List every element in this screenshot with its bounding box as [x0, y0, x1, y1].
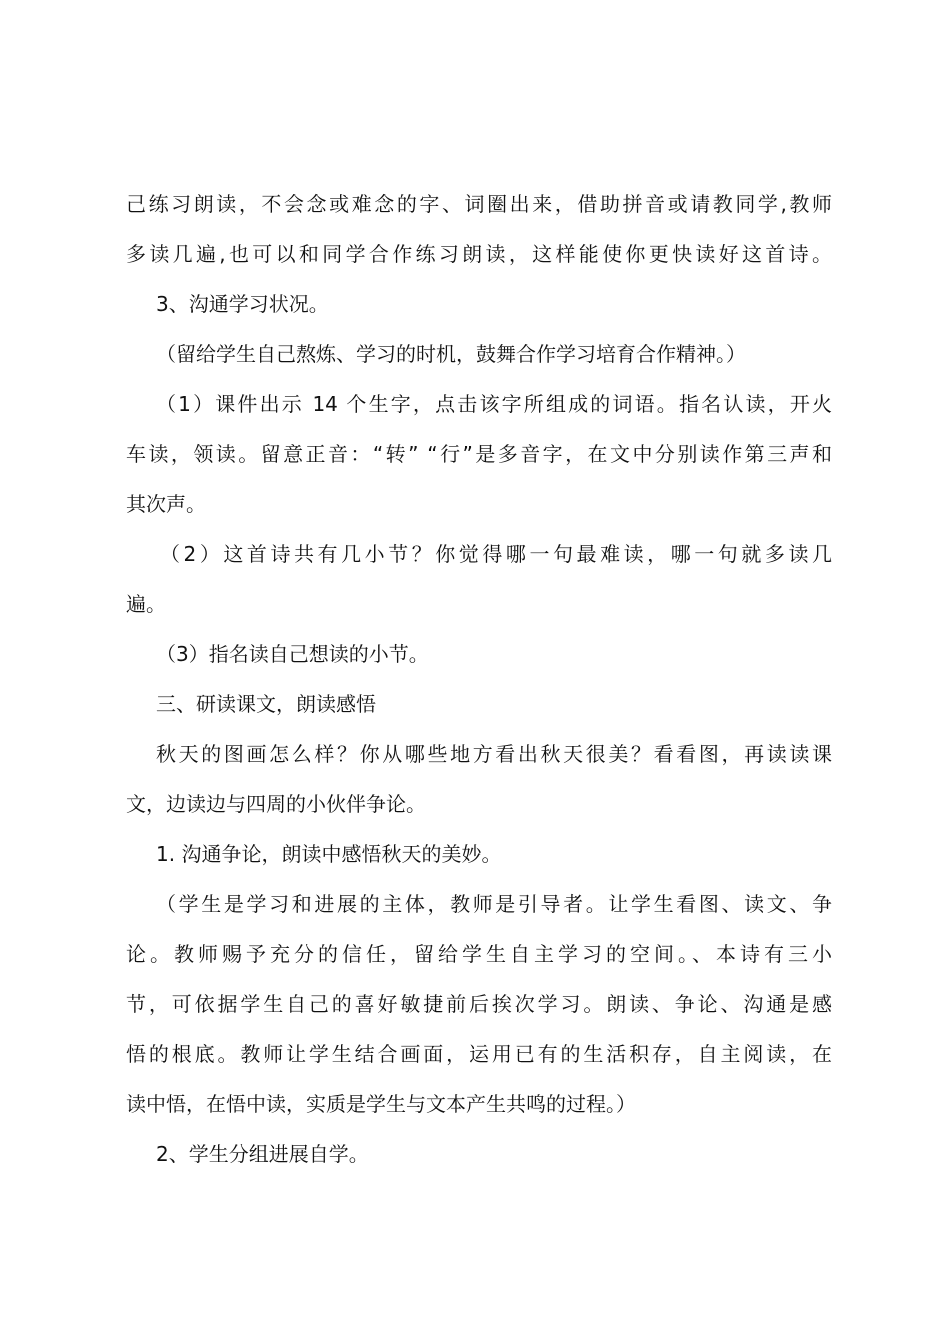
text-line: 论。教师赐予充分的信任，留给学生自主学习的空间。、本诗有三小	[126, 942, 832, 966]
text-line: 秋天的图画怎么样？你从哪些地方看出秋天很美？看看图，再读读课	[156, 742, 832, 766]
text-line: 读中悟，在悟中读，实质是学生与文本产生共鸣的过程。）	[126, 1092, 636, 1116]
text-line: 文，边读边与四周的小伙伴争论。	[126, 792, 426, 816]
text-line: （学生是学习和进展的主体，教师是引导者。让学生看图、读文、争	[156, 892, 832, 916]
text-line: （2）这首诗共有几小节？你觉得哪一句最难读，哪一句就多读几	[160, 542, 832, 566]
text-line: 己练习朗读，不会念或难念的字、词圈出来，借助拼音或请教同学,教师	[126, 192, 832, 216]
text-line: 其次声。	[126, 492, 206, 516]
text-line: 节，可依据学生自己的喜好敏捷前后挨次学习。朗读、争论、沟通是感	[126, 992, 832, 1016]
text-line: 遍。	[126, 592, 166, 616]
text-line: （留给学生自己熬炼、学习的时机，鼓舞合作学习培育合作精神。）	[156, 342, 746, 366]
text-line: （3）指名读自己想读的小节。	[156, 642, 429, 666]
section-heading: 1. 沟通争论，朗读中感悟秋天的美妙。	[156, 842, 502, 866]
text-line: 悟的根底。教师让学生结合画面，运用已有的生活积存，自主阅读，在	[126, 1042, 832, 1066]
text-line: 多读几遍,也可以和同学合作练习朗读，这样能使你更快读好这首诗。	[126, 242, 832, 266]
section-heading: 3、沟通学习状况。	[156, 292, 329, 316]
section-heading: 三、研读课文，朗读感悟	[156, 692, 376, 716]
text-line: 车读，领读。留意正音：“转” “行”是多音字，在文中分别读作第三声和	[126, 442, 832, 466]
text-line: （1）课件出示 14 个生字，点击该字所组成的词语。指名认读，开火	[156, 392, 832, 416]
section-heading: 2、学生分组进展自学。	[156, 1142, 369, 1166]
